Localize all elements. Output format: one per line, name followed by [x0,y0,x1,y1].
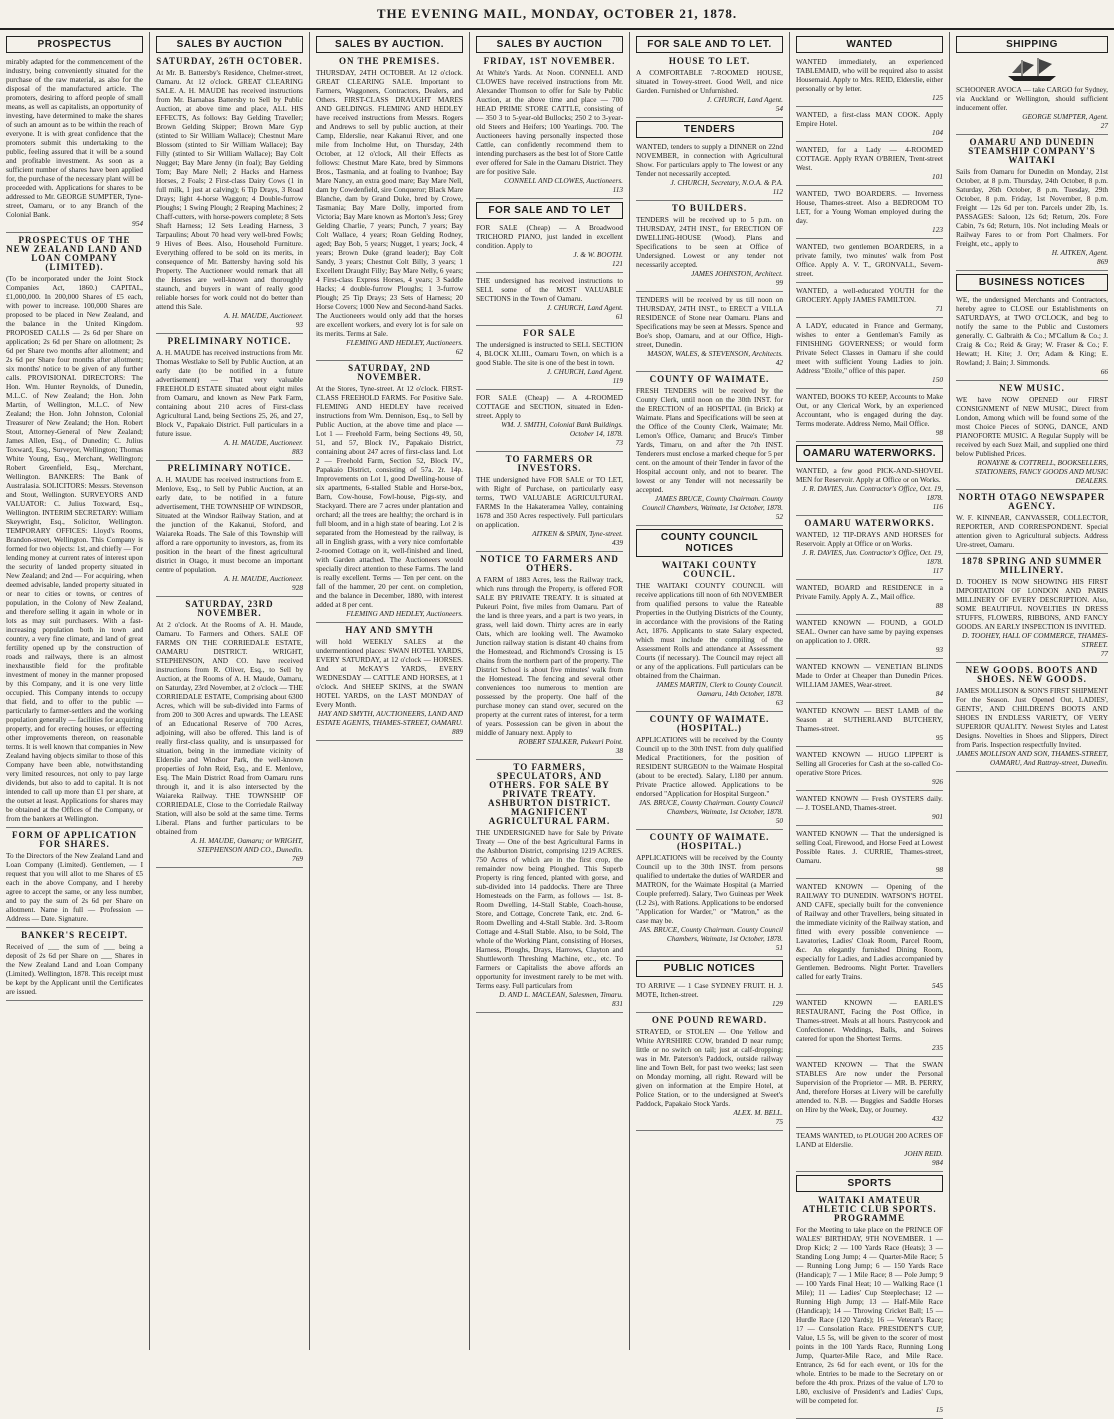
section-header: SALES BY AUCTION. [316,36,463,53]
advertisement [156,600,303,868]
advertisement [316,626,463,741]
ad-body: FOR SALE (Cheap) — A 4-ROOMED COTTAGE and SECTION, situated in Eden-street. Apply to [476,393,623,420]
ad-title: HOUSE TO LET. [668,56,751,66]
ad-body: WE have NOW OPENED our FIRST CONSIGNMENT of NEW MUSIC, Direct from London, Among which will be found some of the most Choice Pieces of SONG, DANCE, AND PIANOFORTE MUSIC. A Regular Supply will be received by each Suez Mail, and supplied one third below Published Prices. [956,395,1108,458]
ad-number: 77 [1100,649,1108,658]
advertisement [796,998,943,1057]
ad-signature: JAMES MARTIN, Clerk to County Council. Oamaru, 14th October, 1878. [655,680,783,698]
advertisement [636,57,783,118]
ad-number: 88 [935,601,943,610]
ad-body: WANTED, for a Lady — 4-ROOMED COTTAGE. Apply RYAN O'BRIEN, Trent-street West. [796,145,943,172]
advertisement [6,831,143,928]
ad-number: 98 [935,428,943,437]
ad-body: To the Directors of the New Zealand Land and Loan Company (Limited). Gentlemen, — I request that you will allot to me Shares of £5 each in the above Company, and I hereby agree to accept the same, or any less number, and to pay the sum of 2s 6d per Share on allotment. Name in full — Profession — Address — Date. Signature. [6,851,143,923]
column-1 [0,32,150,1350]
ad-number: 984 [932,1158,943,1167]
ad-body: WANTED KNOWN — That the SWAN STABLES Are now under the Personal Supervision of the Proprietor — MR. B. PERRY, And, therefore Horses at Livery will be carefully attended to. N.B. — Buggies and Saddle Horses on Hire by the Week, Day, or Journey. [796,1060,943,1114]
advertisement [796,662,943,703]
ad-number: 95 [935,733,943,742]
ad-body: WANTED, BOARD and RESIDENCE in a Private Family. Apply A. Z., Mail office. [796,583,943,601]
ad-body: mirably adapted for the commencement of the industry, being conveniently situated for the purchase of the raw material, as also for the disposal of the manufactured article. The promoters, desiring to afford people of small means, as well as capitalists, an opportunity of investing, have determined to make the shares of such an amount as to be within the reach of everyone. It is with great confidence that the promoters submit this undertaking to the public, feeling assured that it will be a sound and profitable investment. As soon as a sufficient number of shares have been applied for, the purchase of the necessary plant will be proceeded with. Applications for shares to be addressed to Mr. GEORGE SUMPTER, Tyne-street, Oamaru, or to any Branch of the Colonial Bank. [6,57,143,219]
advertisement [796,110,943,142]
ad-signature: FLEMING AND HEDLEY, Auctioneers. [346,338,463,347]
ad-signature: J. R. DAVIES, Jun. Contractor's Office, Oct. 19, 1878. [802,484,943,502]
ad-number: 769 [292,854,303,863]
advertisement [6,57,143,233]
ad-number: 75 [775,1117,783,1126]
ad-signature: AITKEN & SPAIN, Tyne-street. [532,529,623,538]
advertisement [636,204,783,292]
ad-signature: ROBERT STALKER, Pukeuri Point. [518,737,623,746]
ad-title: SATURDAY, 2ND NOVEMBER. [348,363,431,382]
advertisement [796,286,943,318]
ad-signature: JAMES MOLLISON AND SON, THAMES-STREET, OAMARU, And Rattray-street, Dunedin. [956,749,1108,767]
ad-signature: J. CHURCH, Land Agent. [706,95,783,104]
advertisement [796,1060,943,1128]
ad-body: WANTED KNOWN — Fresh OYSTERS daily. — J. TOSELAND, Thames-street. [796,794,943,812]
advertisement [956,138,1108,271]
ad-body: WANTED immediately, an experienced TABLEMAID, who will be required also to assist Housemaid. Apply to Mrs. REID, Elderslie, either personally or by letter. [796,57,943,93]
ad-body: WANTED, 12 TIP-DRAYS AND HORSES for Reservoir. Apply at Office or on Works. [796,530,943,548]
ad-number: 883 [292,447,303,456]
ad-body: For the Meeting to take place on the PRINCE OF WALES' BIRTHDAY, 9TH NOVEMBER. 1 — Drop Kick; 2 — 100 Yards Race (Heats); 3 — Standing Long Jump; 4 — Quarter-Mile Race; 5 — Running Long Jump; 6 — 150 Yards Race (Handicap); 7 — 1 Mile Race; 8 — Pole Jump; 9 — 100 Yards Final Heat; 10 — Walking Race (1 Mile); 11 — Ladies' Cup Steeplechase; 12 — Running High Jump; 13 — Half-Mile Race (Handicap); 14 — Throwing Cricket Ball; 15 — Hurdle Race (120 Yards); 16 — Veteran's Race; 17 — Consolation Race. PRESIDENT'S CUP, Value, L5 5s, will be given to the scorer of most points in the 100 Yards Race, Running Long Jump, Quarter-Mile Race, and Mile Race. Entrance, 2s 6d for each event, or 10s for the whole. Entries to be made to the Secretary on or before the 4th prox. Prizes of the value of L70 to L80, exclusive of President's and Ladies' Cups, will be competed for. [796,1225,943,1405]
advertisement [956,557,1108,663]
ad-body: WANTED KNOWN — EARLE'S RESTAURANT, Facing the Post Office, in Thames-street. Meals at all hours. Pastrycook and Confectioner. Weddings, Balls, and Soirees catered for upon the Shortest Terms. [796,998,943,1043]
ad-body: WANTED, a few good PICK-AND-SHOVEL MEN for Reservoir. Apply at Office or on Works. [796,466,943,484]
advertisement [476,455,623,552]
masthead [0,0,1114,30]
advertisement [796,882,943,995]
section-header: PUBLIC NOTICES [636,960,783,977]
advertisement [796,242,943,283]
ad-title: PROSPECTUS OF THE NEW ZEALAND LAND AND LOAN COMPANY (LIMITED). [6,235,143,272]
advertisement [956,493,1108,554]
ad-title: BANKER'S RECEIPT. [21,930,128,940]
advertisement [796,189,943,239]
ad-title: WAITAKI AMATEUR ATHLETIC CLUB SPORTS. PROGRAMME [802,1195,937,1223]
ad-number: 99 [775,278,783,287]
advertisement [636,981,783,1013]
section-header: SALES BY AUCTION [476,36,623,53]
section-header: SALES BY AUCTION [156,36,303,53]
ad-signature: RONAYNE & COTTRELL, BOOKSELLERS, STATIONERS, FANCY GOODS AND MUSIC DEALERS. [975,458,1108,485]
advertisement [156,337,303,461]
ad-number: 61 [615,312,623,321]
advertisement [796,519,943,580]
ad-title: ON THE PREMISES. [338,56,441,66]
ad-body: WANTED KNOWN — Opening of the RAILWAY TO DUNEDIN. WATSON'S HOTEL AND CAFE, specially built for the convenience of Railway and other Travellers, being situated in the immediate vicinity of the Railway station, and fitted with every possible convenience — Lavatories, Ladies' Cloak Room, Parcel Room, &c. An elegantly furnished Dining Room, especially for Ladies, and Ladies accompanied by Gentlemen. Bedrooms. Night Porter. Travellers called for early Trains. [796,882,943,981]
ad-number: 93 [295,320,303,329]
advertisement [156,464,303,597]
ad-body: At Mr. B. Battersby's Residence, Chelmer-street, Oamaru. At 12 o'clock. GREAT CLEARING SALE. A. H. MAUDE has received instructions from Mr. Barnabas Battersby to Sell by Public Auction, at above time and place, ALL HIS EFFECTS, As follows: Bay Gelding Traveller; Brown Gelding Skipper; Brown Mare Gyp (stinted to Sir William Wallace); Chestnut Mare Blossom (stinted to Sir William Wallace); Bay Filly (stinted to Sir William Wallace); Bay Colt Nugget; Bay Mare Jenny (in foal); Bay Gelding Tom; Bay Mare Nell; 2 Hacks and Harness Horses, 2 Foals; 2 First-class Dairy Cows (1 in full milk, 1 just at calving); 6 Tip Drays, 3 Road Drays; light 4-horse Waggon; 4 Double-furrow Ploughs; 1 Swing Plough; 2 Reaping Machines; 2 Chaff-cutters, with horse-powers complete; 8 Sets Shaft Harness; 12 Sets Leading Harness, 3 Tarpaulins; About 70 head very well-bred Fowls; 9 Hives of Bees. Also, Household Furniture. Everything offered to be sold on its merits, in consequence of Mr. Battersby having sold his Property. The Auctioneer would remark that all the Horses are well-known and thoroughly staunch, and buyers in want of really good reliable horses for work could not do better than attend this Sale. [156,68,303,311]
ad-title: 1878 SPRING AND SUMMER MILLINERY. [961,556,1103,575]
ad-signature: D. AND L. MACLEAN, Salesmen, Timaru. [499,990,623,999]
ad-number: 129 [772,999,783,1008]
ad-title: PRELIMINARY NOTICE. [167,463,292,473]
sailing-ship-icon [1002,57,1062,83]
advertisement [956,384,1108,490]
advertisement [476,329,623,390]
ad-title: NOTICE TO FARMERS AND OTHERS. [480,554,619,573]
section-header: SHIPPING [956,36,1108,53]
ad-number: 52 [775,512,783,521]
section-header: TENDERS [636,121,783,138]
section-header: FOR SALE AND TO LET [476,202,623,219]
column-5 [630,32,790,1350]
ad-body: WE, the undersigned Merchants and Contractors, hereby agree to CLOSE our Establishments on SATURDAYS, at TWO O'CLOCK, and beg to notify the same to the Public and Customers generally. C. Galbraith & Co.; M'Callum & Co.; J. Craig & Co.; Reid & Gray; W. Fraser & Co.; F. Hewatt; H. Kite; J. Orr; Adam & King; E. Rowland; J. Bain; J. Simmonds. [956,295,1108,367]
ad-body: Sails from Oamaru for Dunedin on Monday, 21st October, at 8 p.m. Thursday, 24th October, 8 p.m. Saturday, 26th October, 8 p.m. Tuesday, 29th October, 8 p.m. Friday, 1st November, 8 p.m. Freight — 12s 6d per ton. Parcels under 2lb, 1s. PASSAGES: Saloon, 12s 6d; Return, 20s. Fore Cabin, 7s 6d; Return, 10s. Not including Meals or Railway Fares to or from Port Chalmers. For Freight, etc., apply to [956,167,1108,248]
column-6 [790,32,950,1414]
advertisement [796,392,943,442]
ad-body: TENDERS will be received up to 5 p.m. on THURSDAY, 24TH INST., for ERECTION OF DWELLING-HOUSE (Wood). Plans and Specifications to be seen at Office of Undersigned. Lowest or any tender not necessarily accepted. [636,215,783,269]
column-2 [150,32,310,1350]
ad-body: A FARM of 1883 Acres, less the Railway track, which runs through the Property, is offered FOR SALE BY PRIVATE TREATY. It is situated at Pukeuri Point, five miles from Oamaru. Part of the land is three years, and a part is two years, in grass, well laid down. Thirty acres are in early Oats, which are looking well. The Awamoko Junction railway station is distant 40 chains from the Homestead, and Richmond's Crossing is 15 chains from the northern part of the property. The District School is about five minutes' walk from the Homestead. The fencing and several other conveniences too numerous to mention are possessed by the property. One half of the purchase money can stand over, secured on the property at the current rates of interest, for a term of years. Possession can be given in about the middle of January next. Apply to [476,575,623,737]
section-header: SPORTS [796,1175,943,1192]
ad-body: WANTED KNOWN — FOUND, a GOLD SEAL. Owner can have same by paying expenses on application to J. ORR. [796,618,943,645]
ad-body: A LADY, educated in France and Germany, wishes to enter a Gentleman's Family as FINISHING GOVERNESS; or would form Private Select Classes in Oamaru if she could meet with sufficient Young Ladies to join. Address "Etoile," office of this paper. [796,321,943,375]
advertisement [636,715,783,830]
ad-number: 93 [935,645,943,654]
ad-body: WANTED KNOWN — HUGO LIPPERT is Selling all Groceries for Cash at the so-called Co-operative Store Prices. [796,750,943,777]
ad-signature: FLEMING AND HEDLEY, Auctioneers. [346,609,463,618]
ad-number: 954 [132,219,143,228]
ad-body: A. H. MAUDE has received instructions from E. Menlove, Esq., to Sell by Public Auction, at an early date, to be notified in a future advertisement, THE TOWNSHIP OF WINDSOR, Situated at the Windsor Railway Station, and at the junction of the Kakanui, Stoford, and Waiareka Roads. The Sale of this Township will afford a rare opportunity to investors, as, from its position in the heart of the finest agricultural district in Otago, it must become an important centre of population. [156,475,303,574]
ad-body: FRESH TENDERS will be received by the County Clerk, until noon on the 30th INST. for the ERECTION of an HOSPITAL (in Brick) at Waimate. Plans and Specifications will be seen at the Office of the County Clerk, Waimate; Mr. Lemon's Office, Oamaru; and Bruce's Timber Yards, Timaru, on and after the 7th INST. Tenderers must enclose a marked cheque for 5 per cent. on the amount of their Tender in favor of the Hospital account only, and not to bearer. The lowest or any Tender will not necessarily be accepted. [636,386,783,494]
ad-signature: J. CHURCH, Secretary, N.O.A. & P.A. [670,178,783,187]
ad-body: JAMES MOLLISON & SON'S FIRST SHIPMENT For the Season. Just Opened Out, LADIES', GENTS', AND CHILDREN'S BOOTS AND SHOES IN ENDLESS VARIETY, OF VERY SUPERIOR QUALITY. Newest Styles and Latest Designs. Novelties in Shoes and Slippers, Direct from Paris. Inspection respectfully Invited. [956,686,1108,749]
ad-number: 432 [932,1114,943,1123]
ad-number: 98 [935,865,943,874]
ad-title: NEW MUSIC. [999,383,1065,393]
ad-body: THE WAITAKI COUNTY COUNCIL will receive applications till noon of 6th NOVEMBER from qualified persons to value the Rateable Properties in the Outlying Districts of the County, in accordance with the provisions of the Rating Act, 1876. Applicants to state Salary expected, which must include the compiling of the Assessment Rolls and attendance at Assessment Courts (if necessary). The Council may reject all or any of the applications. Full particulars can be obtained from the Chairman. [636,581,783,680]
advertisement [316,364,463,623]
ad-signature: A. H. MAUDE, Oamaru; or WRIGHT, STEPHENSON AND CO., Dunedin. [191,836,303,854]
ad-number: 51 [775,943,783,952]
ad-body: A COMFORTABLE 7-ROOMED HOUSE, situated in Towey-street. Good Well, and nice Garden. Furnished or Unfurnished. [636,68,783,95]
advertisement [636,142,783,201]
masthead-title: THE EVENING MAIL, MONDAY, OCTOBER 21, 1878. [376,6,738,21]
column-3 [310,32,470,1350]
advertisement [796,57,943,107]
advertisement [6,931,143,1001]
advertisement [316,57,463,361]
ad-body: At the Stores, Tyne-street. At 12 o'clock. FIRST-CLASS FREEHOLD FARMS. For Positive Sale. FLEMING AND HEDLEY have received instructions from Wm. Dennison, Esq., to Sell by Public Auction, at the above time and place — Lot 1 — Freehold Farm, being Sections 49, 50, 51, and 57, Block IV., Papakaio District, containing about 247 acres of first-class land. Lot 2 — Freehold Farm, Section 52, Block IV., Papakaio District, consisting of 57a. 2r. 14p. Improvements on Lot 1, good Dwelling-house of six apartments, 6-stalled Stable and Horse-box, Barn, Cow-house, Fowl-house, Pigs-sty, and Stackyard. There are 7 acres under plantation and orchard; all the trees are healthy; the orchard is in full bloom, and in a high state of bearing. Lot 2 is separated from the Homestead by the railway, is all in English grass, with a very nice comfortable 2-roomed Cottage on it, well-finished and lined, with Garden attached. The Auctioneers would specially direct attention to these Farms. The land is really excellent. Terms — Ten per cent. on the fall of the hammer, 20 per cent. on completion, and the balance in December, 1880, with interest added at 8 per cent. [316,384,463,609]
ad-signature: A. H. MAUDE, Auctioneer. [223,311,303,320]
ad-number: 869 [1097,257,1108,266]
ad-title: PRELIMINARY NOTICE. [167,336,292,346]
ad-title: SATURDAY, 23RD NOVEMBER. [185,599,274,618]
ad-signature: WM. J. SMITH, Colonial Bank Buildings. October 14, 1878. [501,420,623,438]
ad-number: 439 [612,538,623,547]
ad-body: At White's Yards. At Noon. CONNELL AND CLOWES have received instructions from Mr. Alexander Thomson to offer for Sale by Public Auction, at the above time and place — 700 HEAD PRIME STORE CATTLE, consisting of — 350 3 to 5-year-old Bullocks; 250 2 to 3-year-old Steers and Heifers; 100 Yearlings. 700. The Auctioneers having personally inspected those Cattle, can confidently recommend them to intending purchasers as the best lot of Store Cattle ever offered for Sale in the Oamaru District. They are for positive Sale. [476,68,623,176]
ad-signature: ALEX. M. BELL. [733,1108,783,1117]
ad-number: 117 [932,566,943,575]
ad-signature: JAMES JOHNSTON, Architect. [691,269,783,278]
ad-body: At 2 o'clock. At the Rooms of A. H. Maude, Oamaru. To Farmers and Others. SALE OF FARMS ON THE CORRIEDALE ESTATE, OAMARU DISTRICT. WRIGHT, STEPHENSON, AND CO. have received instructions from R. Oliver, Esq., to Sell by Auction, at the Rooms of A. H. Maude, Oamaru, on Saturday, 23rd November, at 2 o'clock — THE CORRIEDALE ESTATE, Comprising about 6300 Acres, which will be sub-divided into Farms of from 200 to 300 Acres and upwards. The LEASE of an Educational Reserve of 700 Acres, adjoining, will also be offered. This land is of really first-class quality, and is unsurpassed for situation, being in the immediate vicinity of Elderslie and Windsor Park, the well-known properties of John Reid, Esq., and E. Menlove, Esq. The Main District Road from Oamaru runs through it, and it is also intersected by the Waiareka Railway. THE TOWNSHIP OF CORRIEDALE, Close to the Corriedale Railway Station, will also be sold at the same time. Terms Liberal. Plans and further particulars to be obtained from [156,620,303,836]
ad-body: APPLICATIONS will be received by the County Council up to the 30th INST. from duly qualified Medical Practitioners, for the position of RESIDENT SURGEON to the Waimate Hospital (about to be erected). Salary, L180 per annum. Private Practice allowed. Applications to be endorsed "Application for Hospital Surgeon." [636,735,783,798]
ad-title: HAY AND SMYTH [345,625,434,635]
advertisement [796,1196,943,1419]
ad-title: FOR SALE [523,328,576,338]
ad-body: WANTED, tenders to supply a DINNER on 22nd NOVEMBER, in connection with Agricultural Show. For particulars apply to The lowest or any Tender not necessarily accepted. [636,142,783,178]
ad-body: A. H. MAUDE has received instructions from Mr. Thomas Westlake to Sell by Public Auction, at an early date (to be notified in a future advertisement) — That very valuable FREEHOLD ESTATE situated about eight miles from Oamaru, and known as New Park Farm, containing about 210 acres of First-class Agricultural Land, being Sections 25, 26, and 27, Block V., Papakaio District. Full particulars in a future issue. [156,348,303,438]
advertisement [476,393,623,452]
ad-signature: MASON, WALES, & STEVENSON, Architects. [647,349,783,358]
ad-body: APPLICATIONS will be received by the County Council up to the 30th INST. from persons qualified to undertake the duties of WARDER and MATRON, for the Waimate Hospital (a Married Couple preferred). Salary, Two Guineas per Week (L2 2s), with Rations. Applications to be endorsed "Application for Warder," or "Matron," as the case may be. [636,853,783,925]
ad-title: OAMARU WATERWORKS. [804,518,935,528]
section-header: BUSINESS NOTICES [956,274,1108,291]
ad-title: COUNTY OF WAIMATE. (HOSPITAL.) [649,832,770,851]
section-header: OAMARU WATERWORKS. [796,445,943,462]
ad-title: TO FARMERS, SPECULATORS, AND OTHERS. FOR SALE BY PRIVATE TREATY. ASHBURTON DISTRICT. MAGNIFICENT AGRICULTURAL FARM. [488,762,611,826]
advertisement [476,57,623,199]
ad-number: 73 [615,438,623,447]
ad-number: 66 [1100,367,1108,376]
advertisement [796,145,943,186]
section-header: COUNTY COUNCIL NOTICES [636,529,783,557]
ad-number: 926 [932,777,943,786]
ad-title: COUNTY OF WAIMATE. [649,374,770,384]
ad-body: will hold WEEKLY SALES at the undermentioned places: SWAN HOTEL YARDS, EVERY SATURDAY, at 12 o'clock — HORSES. And at McKAY'S YARDS, EVERY WEDNESDAY — CATTLE AND HORSES, at 1 o'clock. And SHEEP SKINS, at the SWAN HOTEL YARDS, on the LAST MONDAY of Every Month. [316,637,463,709]
advertisement [476,555,623,760]
ad-signature: A. H. MAUDE, Auctioneer. [223,438,303,447]
advertisement [636,375,783,526]
ad-body: THE undersigned has received instructions to SELL some of the MOST VALUABLE SECTIONS in the Town of Oamaru. [476,276,623,303]
ad-body: (To be incorporated under the Joint Stock Companies Act, 1860.) CAPITAL, £1,000,000. In 200,000 Shares of £5 each, with power to increase. 100,000 Shares are proposed to be placed in New Zealand, and the balance in the United Kingdom. PROPOSED CALLS — 2s 6d per Share on application; 2s 6d per Share on allotment; 2s 6d per Share two months after allotment; and 2s 6d per Share four months after allotment; six months' notice to be given of any further calls. PROVISIONAL DIRECTORS: The Hon. Wm. Hunter Reynolds, of Dunedin, M.L.C. of New Zealand; the Hon. John Martin, of Wellington, M.L.C. of New Zealand; the Hon. John Johnston, Colonial Treasurer of New Zealand; the Hon. Robert Stout, Attorney-General of New Zealand; James Allen, Esq., of Dunedin; C. Julius Toxward, Esq., Surveyor, Wellington; Thomas White Young, Esq., Merchant, Wellington; Robert Greenfield, Esq., Merchant, Wellington. BANKERS: The Bank of Australasia. SOLICITORS: Messrs. Stevenson and Stout, Wellington. SURVEYORS AND VALUATOR: C. Julius Toxward, Esq., Wellington. INTERIM SECRETARY: William Skeywright, Esq., Solicitor, Wellington. TEMPORARY OFFICES: Lloyd's Rooms, Brandon-street, Wellington. This Company is formed for two objects: 1st, and chiefly — For lending money at current rates of interest upon the security of landed property situated in New Zealand; and 2nd — For acquiring, when deemed advisable, landed property situated in or near to cities or towns, or centres of population, in the Colony of New Zealand, and therefore selling it again in whole or in lots as may suit purchasers. With a fast-increasing population both in town and country, a very fine climate, and land of great fertility opened up by the construction of roads and railways, there is an almost inexhaustible field for the profitable investment of money in the manner proposed by this Company, and it is one very little occupied. This Company intends to occupy that field, and to offer to the public — particularly to farmer-settlers and the working population generally — facilities for acquiring property, and for erecting houses, or effecting other improvements thereon, on reasonable terms. It is well known that companies in New Zealand having objects similar to those of this Company have been able, notwithstanding very limited resources, not only to pay large dividends, but also to add to capital. It is not intended to call up more than £1 per share, at the outset at least. Applications for shares may be obtained at the Offices of the Company, or from the bankers at Wellington. [6,274,143,823]
ad-number: 235 [932,1043,943,1052]
ad-signature: A. H. MAUDE, Auctioneer. [223,574,303,583]
ad-body: WANTED KNOWN — That the undersigned is selling Coal, Firewood, and Horse Feed at Lowest Possible Rates. J. CURRIE, Thames-street, Oamaru. [796,829,943,865]
ad-number: 101 [932,172,943,181]
ad-body: TO ARRIVE — 1 Case SYDNEY FRUIT. H. J. MOTE, Itchen-street. [636,981,783,999]
ad-title: TO BUILDERS. [671,203,748,213]
ad-number: 104 [932,128,943,137]
advertisement [796,750,943,791]
ad-number: 545 [932,981,943,990]
advertisement [796,466,943,516]
ad-signature: JAS. BRUCE, County Chairman. County Council Chambers, Waimate, 1st October, 1878. [638,925,783,943]
advertisement [476,223,623,273]
ad-body: TEAMS WANTED, to PLOUGH 200 ACRES OF LAND at Elderslie. [796,1131,943,1149]
advertisement [796,794,943,826]
ad-body: FOR SALE (Cheap) — A Broadwood TRICHORD PIANO, just landed in excellent condition. Apply to [476,223,623,250]
advertisement [796,321,943,389]
ad-body: D. TOOHEY IS NOW SHOWING HIS FIRST IMPORTATION OF LONDON AND PARIS MILLINERY OF EVERY DESCRIPTION. Also, SOME BEAUTIFUL NOVELTIES IN DRESS STUFFS, FLOWERS, RIBBONS, AND FANCY GOODS. AN EARLY INSPECTION IS INVITED. [956,577,1108,631]
ad-body: SCHOONER AVOCA — take CARGO for Sydney, via Auckland or Wellington, should sufficient inducement offer. [956,85,1108,112]
ad-signature: CONNELL AND CLOWES, Auctioneers. [504,176,623,185]
advertisement [956,666,1108,772]
ad-number: 116 [932,502,943,511]
ad-number: 123 [932,225,943,234]
section-header: WANTED [796,36,943,53]
section-header: PROSPECTUS [6,36,143,53]
ad-body: WANTED, BOOKS TO KEEP, Accounts to Make Out, or any Clerical Work, by an experienced Accountant, who is engaged during the day. Terms moderate. Address Nemo, Mail Office. [796,392,943,428]
ad-signature: JAS. BRUCE, County Chairman. County Council Chambers, Waimate, 1st October, 1878. [638,798,783,816]
ad-number: 71 [935,304,943,313]
advertisement [796,706,943,747]
ad-title: OAMARU AND DUNEDIN STEAMSHIP COMPANY'S WAITAKI [968,137,1096,165]
ad-body: TENDERS will be received by us till noon on THURSDAY, 24TH INST., to ERECT a VILLA RESIDENCE of Stone near Oamaru. Plans and Specifications may be seen at Messrs. Spence and Boe's shop, Oamaru, and at our Office, High-street, Dunedin. [636,295,783,349]
advertisement [6,236,143,828]
advertisement [476,763,623,1013]
ad-body: THURSDAY, 24TH OCTOBER. At 12 o'clock. GREAT CLEARING SALE. Important to Farmers, Waggoners, Contractors, Dealers, and Others. FIRST-CLASS DRAUGHT MARES AND GELDINGS. FLEMING AND HEDLEY have received instructions from Messrs. Rogers and Andrews to sell by public auction, at their Camp, Elderslie, near Kakanui River, and one mile from Incholme Hut, on Thursday, 24th October, at 12 o'clock, All their Effects as follows: Chestnut Mare Kate, bred by Simmons Bros., Tasmania, and at foaling to Ivanhoe; Bay Mare Nancy, an extra good mare; Bay Mare Nell, dam by Cowdenfield, sire Conqueror; Black Mare Blanche, dam by Grand Duke, bred by Crowe, Tasmania; Bay Mare Dolly, imported from Victoria; Bay Mare known as Morton's Jess; Grey Gelding Charlie, 7 years; Punch, 7 years; Bay Colt Wallace, 4 years; Roan Gelding Rodney, aged; Bay Bob, 5 years; Nugget, 1 years; Jock, 4 years; Brown Duke (grand leader); Bay Colt Sandy, 3 years; Chestnut Colt Billy, 3 years; 1 Excellent Draught Filly; Bay Mare Nelly, 6 years; 4 First-class Express Horses, 4 years; 3 Saddle Hacks; 4 double-furrow Ploughs; 1 3-furrow Plough; 25 Tip Drays; 23 Sets of Harness; 20 Horse Covers; 1000 New and Second-hand Sacks. The Auctioneers would only add that the horses are excellent workers, and every lot is for sale on its merits. Terms at Sale. [316,68,463,338]
ad-number: 42 [775,358,783,367]
ad-body: W. F. KINNEAR, CANVASSER, COLLECTOR, REPORTER, AND CORRESPONDENT. Special attention given to Agricultural subjects. Address Ure-street, Oamaru. [956,513,1108,549]
ad-title: FORM OF APPLICATION FOR SHARES. [12,830,137,849]
newspaper-page [0,32,1114,1414]
ad-number: 63 [775,698,783,707]
advertisement [956,295,1108,381]
ad-number: 54 [775,104,783,113]
ad-signature: J. CHURCH, Land Agent. [546,303,623,312]
ad-number: 150 [932,375,943,384]
column-4 [470,32,630,1350]
advertisement [156,57,303,334]
ad-body: STRAYED, or STOLEN — One Yellow and White AYRSHIRE COW, branded D near rump; little or no switch on tail; just at calf-dropping; was in Mr. Paterson's Paddock, outside railway line and Town Belt, for past two weeks; last seen on Monday morning, all right. Reward will be given on information at the Empire Hotel, at Police Station, or to the undersigned at Sweet's Paddock, Papakaio Stock Yards. [636,1027,783,1108]
ad-body: WANTED, a first-class MAN COOK. Apply Empire Hotel. [796,110,943,128]
ad-number: 62 [455,347,463,356]
ad-number: 27 [1100,121,1108,130]
ad-body: WANTED KNOWN — BEST LAMB of the Season at SUTHERLAND BUTCHERY, Thames-street. [796,706,943,733]
ad-signature: GEORGE SUMPTER, Agent. [1022,112,1108,121]
ad-body: WANTED, TWO BOARDERS. — Inverness House, Thames-street. Also a BEDROOM TO LET, for a Young Woman employed during the day. [796,189,943,225]
ad-number: 84 [935,689,943,698]
ad-title: ONE POUND REWARD. [651,1015,768,1025]
advertisement [956,85,1108,135]
advertisement [636,561,783,712]
ad-number: 928 [292,583,303,592]
ad-number: 125 [932,93,943,102]
ad-body: The undersigned is instructed to SELL SECTION 4, BLOCK XLIII., Oamaru Town, on which is a good Stable. The site is one of the best in town. [476,340,623,367]
ad-number: 112 [772,187,783,196]
ad-signature: H. AITKEN, Agent. [1051,248,1108,257]
ad-title: SATURDAY, 26TH OCTOBER. [156,56,303,66]
ad-signature: J. R. DAVIES, Jun. Contractor's Office, Oct. 19, 1878. [802,548,943,566]
ad-number: 113 [612,185,623,194]
ad-body: WANTED, two gentlemen BOARDERS, in a private family, two minutes' walk from Post Office. Apply A. V. T., GRONVALL, Severn-street. [796,242,943,278]
ad-title: NEW GOODS. BOOTS AND SHOES. NEW GOODS. [965,665,1099,684]
advertisement [796,1131,943,1172]
advertisement [796,583,943,615]
ad-signature: J. CHURCH, Land Agent. [546,367,623,376]
advertisement [796,829,943,879]
ad-number: 119 [612,376,623,385]
ad-body: Received of ___ the sum of ___ being a deposit of 2s 6d per Share on ___ Shares in the New Zealand Land and Loan Company (Limited). Wellington, 1878. This receipt must be kept by the Applicant until the Certificates are issued. [6,942,143,996]
column-7 [950,32,1114,1350]
ad-number: 38 [615,746,623,755]
ad-number: 121 [612,259,623,268]
ad-number: 50 [775,816,783,825]
ad-number: 901 [932,812,943,821]
ad-title: WAITAKI COUNTY COUNCIL. [661,560,758,579]
advertisement [636,295,783,372]
advertisement [796,618,943,659]
advertisement [636,833,783,957]
ad-title: FRIDAY, 1ST NOVEMBER. [483,56,616,66]
ad-signature: HAY AND SMYTH, AUCTIONEERS, LAND AND ESTATE AGENTS, THAMES-STREET, OAMARU. [316,709,463,727]
ad-signature: D. TOOHEY, HALL OF COMMERCE, THAMES-STREET. [962,631,1108,649]
ad-body: THE undersigned have FOR SALE or TO LET, with Right of Purchase, on particularly easy terms, TWO VALUABLE AGRICULTURAL FARMS In the Hakateramea Valley, containing 1678 and 350 Acres respectively. Full particulars on application. [476,475,623,529]
ad-body: WANTED, a well-educated YOUTH for the GROCERY. Apply JAMES FAMILTON. [796,286,943,304]
ad-signature: J. & W. BOOTH. [573,250,623,259]
ad-number: 831 [612,999,623,1008]
ad-body: WANTED KNOWN — VENETIAN BLINDS Made to Order at Cheaper than Dunedin Prices. WILLIAM JAMES, Wear-street. [796,662,943,689]
section-header: FOR SALE AND TO LET. [636,36,783,53]
advertisement [476,276,623,326]
ad-number: 889 [452,727,463,736]
ad-number: 15 [935,1405,943,1414]
ad-signature: JAMES BRUCE, County Chairman. County Council Chambers, Waimate, 1st October, 1878. [641,494,783,512]
advertisement [636,1016,783,1131]
ad-title: TO FARMERS OR INVESTORS. [505,454,594,473]
ad-title: NORTH OTAGO NEWSPAPER AGENCY. [958,492,1106,511]
ad-signature: JOHN REID. [904,1149,943,1158]
ad-title: COUNTY OF WAIMATE. (HOSPITAL.) [649,714,770,733]
ad-body: THE UNDERSIGNED have for Sale by Private Treaty — One of the best Agricultural Farms in the Ashburton District, comprising 1219 ACRES. 750 Acres of which are in the first crop, the remainder now being Ploughed. This Superb Property is ring fenced, planted with gorse, and sub-divided into 14 paddocks. There are Three Homesteads on the Farm, as follows — 1st. 8-Room Dwelling, 14-Stall Stable, Coach-house, Store, and Cottage, Concrete Tank, etc. 2nd. 6-Room Dwelling and 4-Stall Stable. 3rd. 3-Room Cottage and 4-Stall Stable. Also, to be Sold, The whole of the Working Plant, consisting of Horses, Harness, Ploughs, Drays, Harrows, Clayton and Shuttleworth Threshing Machine, etc., etc. To Farmers or Capitalists the above affords an opportunity for investment rarely to be met with. Terms easy. Full particulars from [476,828,623,990]
